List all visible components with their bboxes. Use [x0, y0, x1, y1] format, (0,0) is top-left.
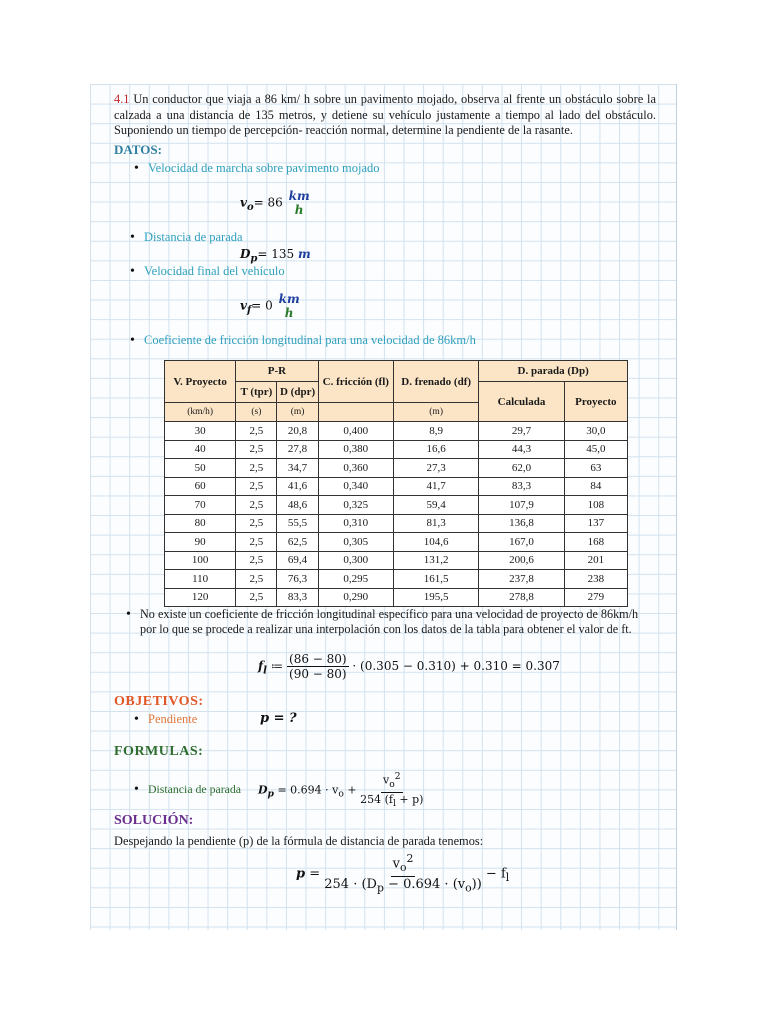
table-cell: 110 [165, 570, 236, 589]
problem-statement [114, 92, 656, 139]
table-cell: 278,8 [479, 588, 564, 607]
table-cell: 200,6 [479, 551, 564, 570]
unit-v: (km/h) [165, 403, 236, 422]
table-cell: 0,310 [318, 514, 393, 533]
eq3-unit-den: h [284, 306, 294, 320]
eq3-rhs: = 0 [251, 298, 273, 313]
col-parada: D. parada (Dp) [479, 361, 628, 382]
table-cell: 0,325 [318, 496, 393, 515]
sol-tail: − f [481, 866, 506, 882]
friction-table [164, 360, 628, 607]
eq2-sub: p [250, 253, 258, 265]
table-cell: 120 [165, 588, 236, 607]
table-cell: 90 [165, 533, 236, 552]
datos-item-velocidad-final-label: Velocidad final del vehículo [144, 264, 285, 278]
datos-heading: DATOS: [114, 142, 162, 157]
table-row [165, 477, 628, 496]
table-cell: 2,5 [236, 551, 277, 570]
table-cell: 2,5 [236, 440, 277, 459]
table-cell: 30,0 [564, 422, 627, 441]
table-cell: 100 [165, 551, 236, 570]
unit-d: (m) [277, 403, 318, 422]
form-num-var: v [382, 773, 390, 787]
table-cell: 2,5 [236, 514, 277, 533]
table-cell: 0,400 [318, 422, 393, 441]
table-cell: 2,5 [236, 588, 277, 607]
table-cell: 29,7 [479, 422, 564, 441]
datos-item-coeficiente-label: Coeficiente de fricción longitudinal para una velocidad de 86km/h [144, 333, 476, 347]
note-line1: No existe un coeficiente de fricción longitudinal específico para una velocidad de proyecto de 86km/h [140, 607, 639, 621]
table-cell: 50 [165, 459, 236, 478]
form-den [360, 793, 423, 811]
table-cell: 59,4 [393, 496, 478, 515]
datos-item-distancia [130, 230, 243, 245]
eq2-unit: m [298, 247, 311, 261]
table-cell: 63 [564, 459, 627, 478]
table-cell: 2,5 [236, 533, 277, 552]
eq-velocidad-inicial [240, 189, 312, 217]
table-cell: 30 [165, 422, 236, 441]
table-cell: 41,6 [277, 477, 318, 496]
sol-den-mid: − 0.694 · (v [383, 876, 466, 892]
table-cell: 108 [564, 496, 627, 515]
form-num-sup: 2 [394, 771, 401, 782]
eq2-var: D [240, 247, 251, 261]
eq3-unit-num: km [278, 292, 300, 306]
note-interpolacion [126, 607, 638, 622]
form-plus: + [343, 783, 361, 797]
table-cell: 136,8 [479, 514, 564, 533]
sol-tail-sub: l [505, 870, 510, 884]
eq3-unit [277, 292, 302, 320]
note-line2: por lo que se procede a realizar una interpolación con los datos de la tabla para obtener el valor de ft. [140, 622, 632, 636]
bullet-icon: • [130, 230, 135, 245]
table-cell: 48,6 [277, 496, 318, 515]
form-den-a: 254 (f [360, 792, 393, 806]
interp-rest: · (0.305 − 0.310) + 0.310 = 0.307 [348, 659, 560, 673]
table-cell: 81,3 [393, 514, 478, 533]
form-num-sub: o [389, 778, 395, 790]
form-lhs-sub: p [267, 788, 274, 800]
table-cell: 27,8 [277, 440, 318, 459]
interp-den: (90 − 80) [289, 667, 347, 681]
eq-distancia-formula [258, 770, 423, 811]
table-cell: 2,5 [236, 422, 277, 441]
sol-lhs: p [296, 866, 306, 882]
table-cell: 80 [165, 514, 236, 533]
col-proyecto: Proyecto [564, 382, 627, 422]
table-cell: 201 [564, 551, 627, 570]
eq3-var: v [240, 298, 247, 313]
col-v-proyecto: V. Proyecto [165, 361, 236, 403]
datos-item-velocidad [134, 161, 380, 176]
form-den-end: + p) [395, 792, 424, 806]
interp-assign: ≔ [266, 659, 288, 673]
col-pr: P-R [236, 361, 318, 382]
table-row [165, 551, 628, 570]
col-friccion: C. fricción (fl) [318, 361, 393, 403]
col-calculada: Calculada [479, 382, 564, 422]
sol-den-a: 254 · (D [324, 876, 377, 892]
table-cell: 167,0 [479, 533, 564, 552]
sol-num [391, 851, 416, 877]
objetivos-item [134, 712, 197, 727]
table-cell: 27,3 [393, 459, 478, 478]
table-cell: 76,3 [277, 570, 318, 589]
table-cell: 20,8 [277, 422, 318, 441]
problem-number: 4.1 [114, 92, 130, 106]
table-cell: 0,380 [318, 440, 393, 459]
eq1-sub: o [246, 201, 254, 213]
formulas-heading: FORMULAS: [114, 744, 204, 759]
sol-num-sup: 2 [406, 852, 414, 865]
table-cell: 0,305 [318, 533, 393, 552]
table-cell: 195,5 [393, 588, 478, 607]
table-cell: 131,2 [393, 551, 478, 570]
table-cell: 2,5 [236, 570, 277, 589]
table-cell: 107,9 [479, 496, 564, 515]
datos-item-velocidad-final [130, 264, 285, 279]
eq3-sub: f [246, 304, 252, 316]
form-num [381, 770, 403, 793]
bullet-icon: • [134, 161, 139, 176]
table-cell: 41,7 [393, 477, 478, 496]
interp-fraction [287, 652, 349, 681]
table-cell: 62,0 [479, 459, 564, 478]
datos-item-velocidad-label: Velocidad de marcha sobre pavimento mojado [148, 161, 380, 175]
eq-solucion [296, 851, 509, 897]
unit-t: (s) [236, 403, 277, 422]
table-row [165, 440, 628, 459]
eq1-var: v [240, 195, 247, 210]
eq1-rhs: = 86 [253, 195, 283, 210]
table-row [165, 588, 628, 607]
table-cell: 238 [564, 570, 627, 589]
objetivos-item-label: Pendiente [148, 712, 198, 726]
table-row [165, 533, 628, 552]
form-den-sub: l [392, 798, 396, 810]
sol-num-sub: o [400, 860, 407, 874]
form-fraction [360, 770, 423, 811]
eq1-unit-den: h [294, 203, 304, 217]
table-row [165, 422, 628, 441]
datos-item-distancia-label: Distancia de parada [144, 230, 243, 244]
table-cell: 69,4 [277, 551, 318, 570]
col-d: D (dpr) [277, 382, 318, 403]
table-cell: 0,295 [318, 570, 393, 589]
eq-interpolacion [258, 652, 560, 681]
table-cell: 0,300 [318, 551, 393, 570]
table-cell: 55,5 [277, 514, 318, 533]
form-mid-sub: o [338, 788, 344, 800]
bullet-icon: • [134, 712, 139, 727]
sol-den [324, 877, 482, 897]
interp-num: (86 − 80) [289, 652, 347, 666]
unit-fric [318, 403, 393, 422]
sol-eq: = [305, 866, 325, 882]
bullet-icon: • [130, 333, 135, 348]
table-cell: 83,3 [277, 588, 318, 607]
formulas-item-label: Distancia de parada [148, 782, 242, 796]
col-t: T (tpr) [236, 382, 277, 403]
unit-frenado: (m) [393, 403, 478, 422]
table-cell: 279 [564, 588, 627, 607]
table-cell: 60 [165, 477, 236, 496]
table-cell: 44,3 [479, 440, 564, 459]
eq-objetivo: p = ? [260, 711, 297, 726]
bullet-icon: • [130, 264, 135, 279]
formulas-item [134, 782, 241, 797]
table-cell: 0,290 [318, 588, 393, 607]
table-cell: 2,5 [236, 496, 277, 515]
interp-lhs: f [258, 659, 264, 673]
table-cell: 16,6 [393, 440, 478, 459]
table-cell: 84 [564, 477, 627, 496]
table-row [165, 570, 628, 589]
table-cell: 2,5 [236, 459, 277, 478]
objetivos-heading: OBJETIVOS: [114, 694, 204, 709]
datos-item-coeficiente [130, 333, 476, 348]
table-cell: 62,5 [277, 533, 318, 552]
form-lhs: D [258, 783, 268, 797]
table-cell: 0,360 [318, 459, 393, 478]
table-cell: 161,5 [393, 570, 478, 589]
solucion-text: Despejando la pendiente (p) de la fórmula de distancia de parada tenemos: [114, 834, 484, 848]
table-cell: 237,8 [479, 570, 564, 589]
table-cell: 137 [564, 514, 627, 533]
table-cell: 0,340 [318, 477, 393, 496]
eq-distancia-parada [240, 247, 311, 264]
form-mid: = 0.694 · v [273, 783, 339, 797]
bullet-icon: • [134, 782, 139, 797]
note-interpolacion-cont [140, 622, 632, 637]
table-row [165, 514, 628, 533]
eq1-unit-num: km [288, 189, 310, 203]
sol-num-var: v [392, 856, 400, 872]
sol-den-sub2: o [465, 881, 472, 895]
table-row [165, 496, 628, 515]
table-cell: 2,5 [236, 477, 277, 496]
table-cell: 34,7 [277, 459, 318, 478]
table-cell: 168 [564, 533, 627, 552]
col-frenado: D. frenado (df) [393, 361, 478, 403]
table-cell: 8,9 [393, 422, 478, 441]
table-cell: 83,3 [479, 477, 564, 496]
eq2-rhs: = 135 [257, 247, 295, 261]
table-cell: 45,0 [564, 440, 627, 459]
solucion-heading: SOLUCIÓN: [114, 813, 194, 828]
eq-velocidad-final [240, 292, 302, 320]
table-cell: 40 [165, 440, 236, 459]
sol-fraction [324, 851, 482, 897]
bullet-icon: • [126, 607, 131, 622]
table-cell: 104,6 [393, 533, 478, 552]
eq1-unit [287, 189, 312, 217]
sol-den-sub: p [376, 881, 384, 895]
table-cell: 70 [165, 496, 236, 515]
sol-den-end: )) [471, 876, 482, 892]
problem-text: Un conductor que viaja a 86 km/ h sobre un pavimento mojado, observa al frente un obstáculo sobre la calzada a una distancia de 135 metros, y detiene su vehículo justamente a tiempo al lado del obstáculo. Suponiendo un tiempo de percepción- reacción normal, determine la pendiente de la rasante. [114, 92, 656, 137]
table-row [165, 459, 628, 478]
interp-lhs-sub: l [263, 665, 267, 677]
